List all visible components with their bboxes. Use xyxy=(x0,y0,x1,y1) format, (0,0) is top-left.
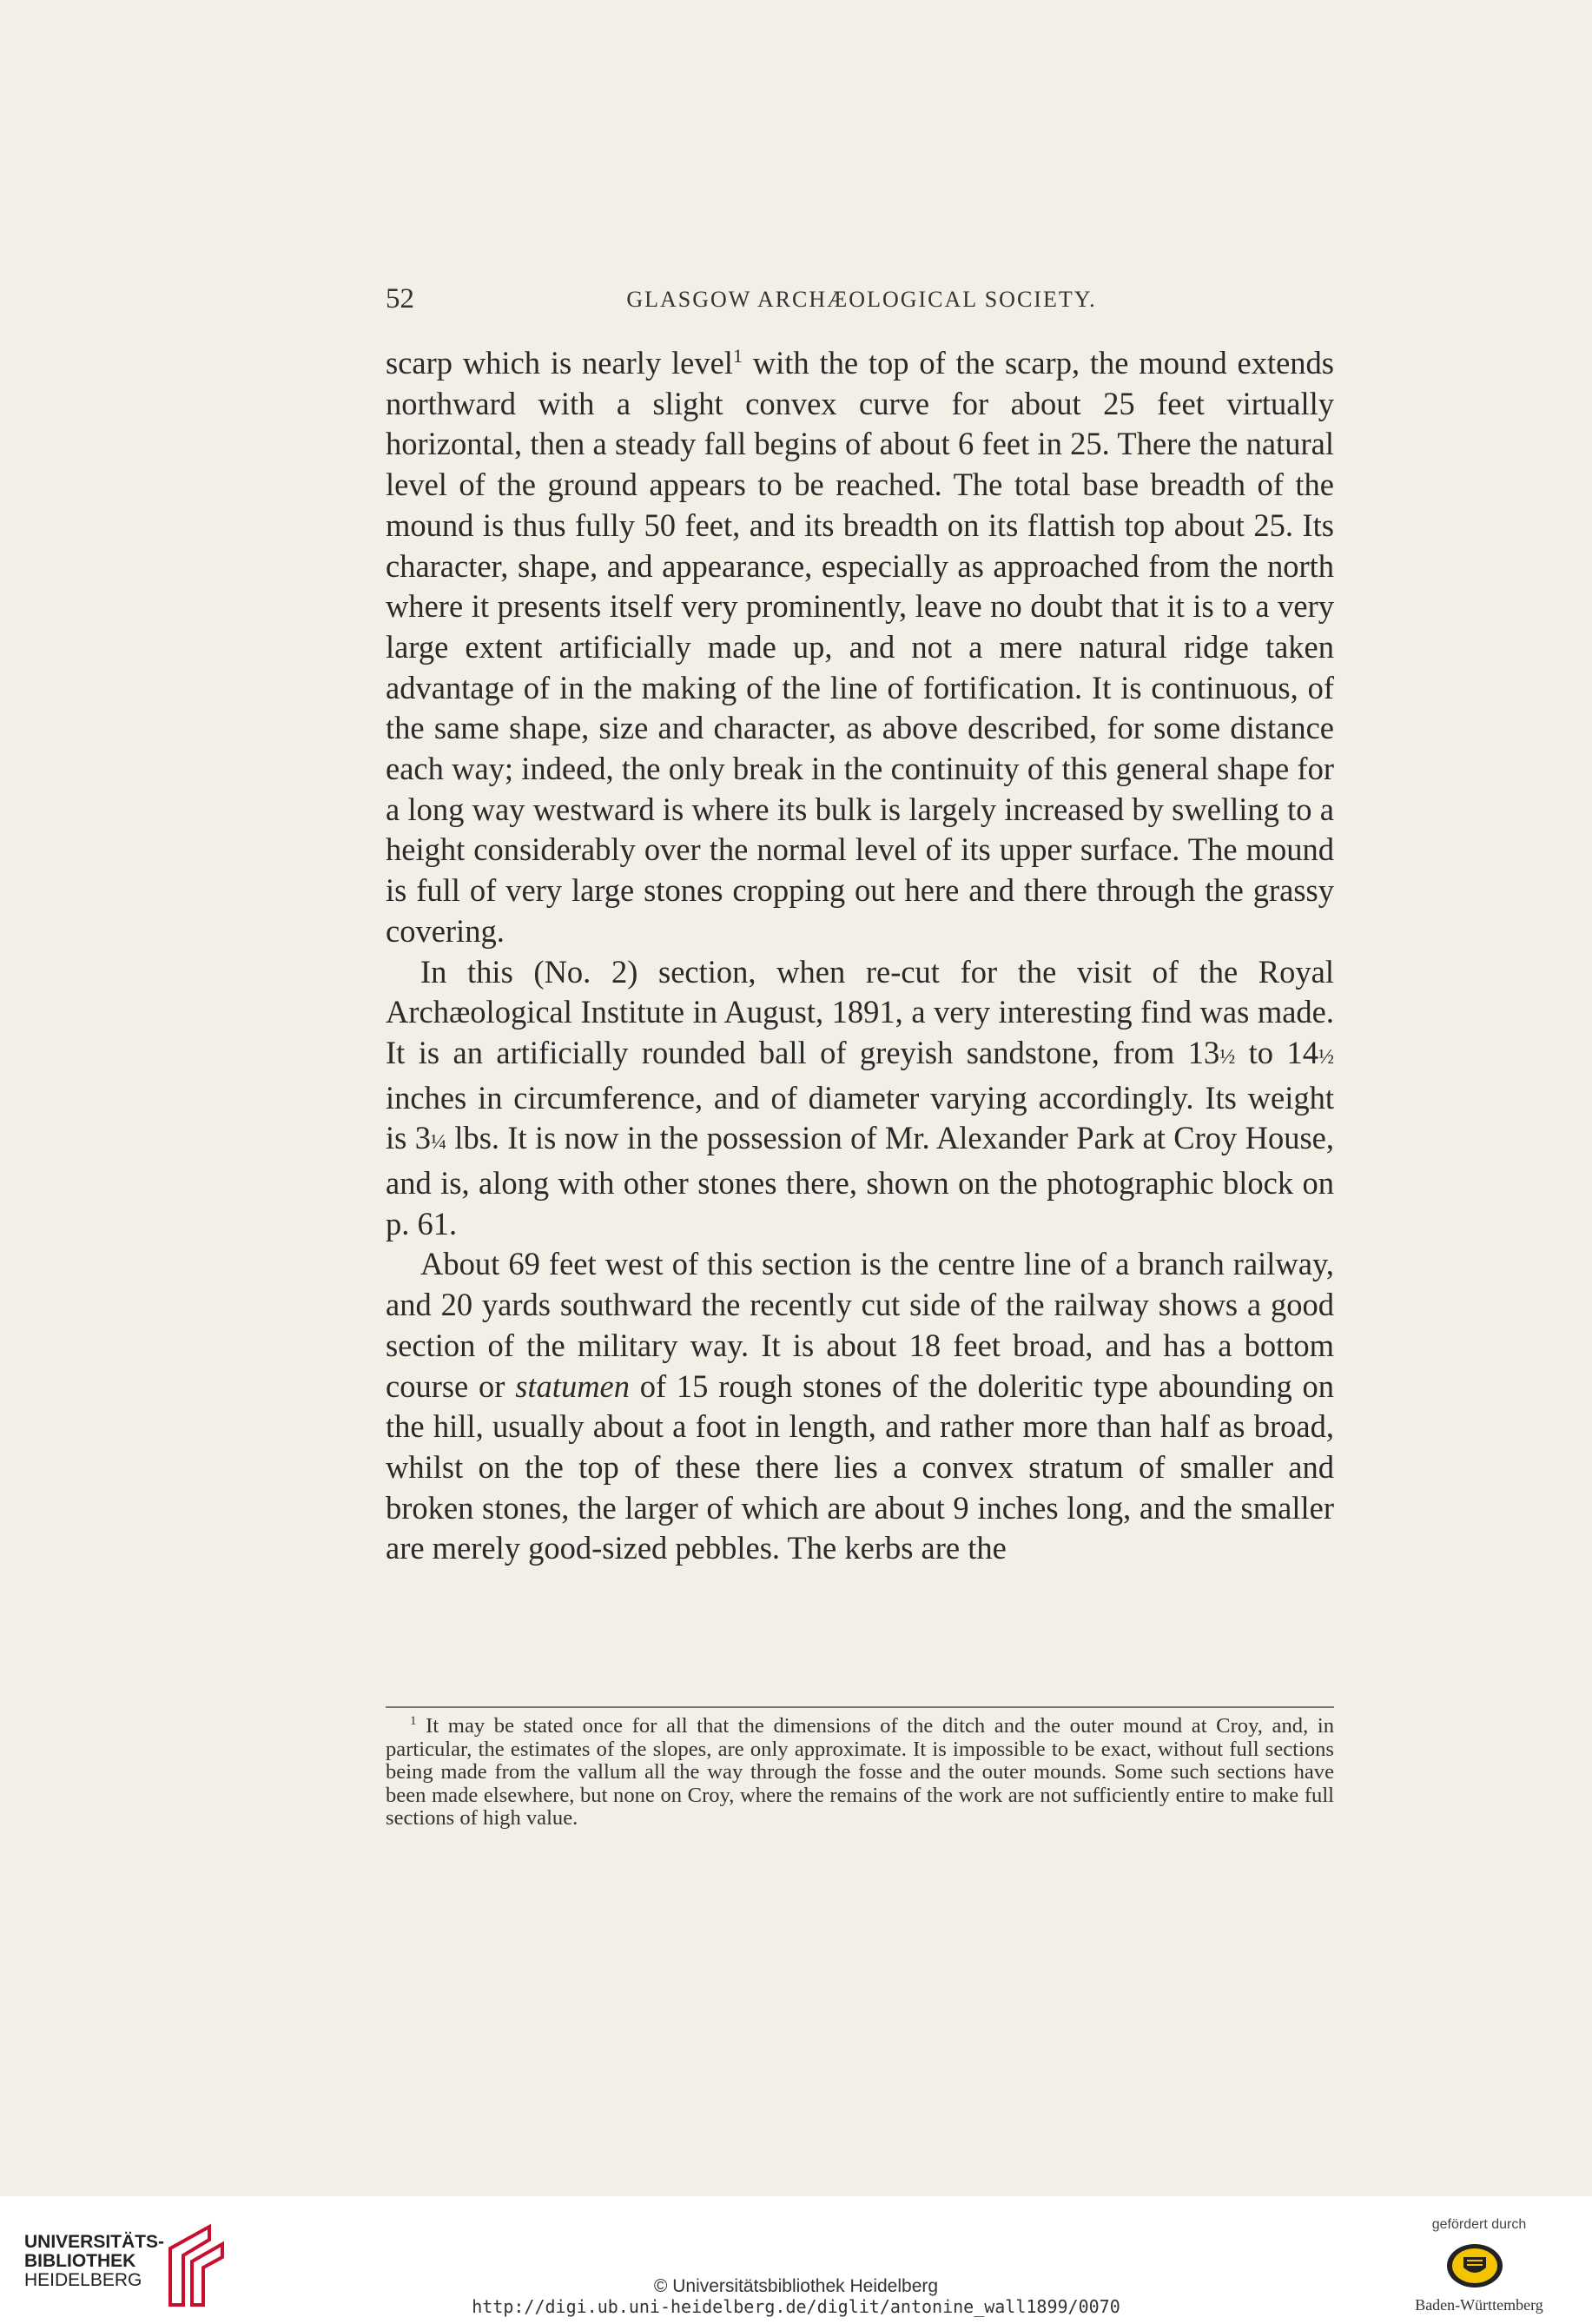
paragraph-1 xyxy=(386,343,1334,952)
baden-wuerttemberg-crest-icon xyxy=(1444,2241,1505,2290)
footnote-marker[interactable]: 1 xyxy=(732,344,743,367)
body-text xyxy=(386,343,1334,1569)
latin-term: statumen xyxy=(515,1367,630,1404)
library-name-line-2: BIBLIOTHEK xyxy=(24,2251,136,2271)
permalink-url[interactable]: http://digi.ub.uni-heidelberg.de/diglit/antonine_wall1899/0070 xyxy=(472,2296,1120,2317)
footnote-number: 1 xyxy=(410,1713,417,1728)
funder-name: Baden-Württemberg xyxy=(1415,2296,1543,2314)
measure-number: 13 xyxy=(1187,1034,1220,1070)
measure-fraction: ½ xyxy=(1318,1045,1334,1069)
paragraph-3-text-b: of 15 rough stones of the doleritic type abounding on the hill, usually about a foot in length, and rather more than half as broad, whilst on the top of these there lies a convex stratum of smaller and broken stones, the larger of which are about 9 inches long, and the smaller are merely good-sized pebbles. The kerbs are the xyxy=(386,1367,1335,1566)
footnote xyxy=(386,1715,1334,1831)
library-name-line-3: HEIDELBERG xyxy=(24,2270,142,2290)
page-number: 52 xyxy=(386,283,414,315)
measure-fraction: ¼ xyxy=(430,1131,446,1155)
footnote-divider xyxy=(386,1706,1334,1708)
running-title: GLASGOW ARCHÆOLOGICAL SOCIETY. xyxy=(626,287,1097,312)
paragraph-3 xyxy=(386,1244,1334,1569)
funded-by-label: gefördert durch xyxy=(1431,2217,1527,2232)
library-name-line-1: UNIVERSITÄTS- xyxy=(24,2232,165,2252)
copyright-notice: © Universitätsbibliothek Heidelberg xyxy=(653,2276,939,2296)
paragraph-1-text-a: scarp which is nearly level xyxy=(386,345,733,381)
measure-fraction: ½ xyxy=(1219,1045,1236,1069)
paragraph-2-text-d: lbs. It is now in the possession of Mr. Alexander Park at Croy House, and is, along with other stones there, shown on the photographic block on p. 61. xyxy=(386,1120,1334,1241)
measure-number: 14 xyxy=(1286,1034,1318,1070)
paragraph-1-text-b: with the top of the scarp, the mound extends northward with a slight convex curve for about 25 feet virtually horizontal, then a steady fall begins of about 6 feet in 25. There the natural level of the ground appears to be reached. The total base breadth of the mound is thus fully 50 feet, and its breadth on its flattish top about 25. Its character, shape, and appearance, especially as approached from the north where it presents itself very prominently, leave no doubt that it is to a very large extent artificially made up, and not a mere natural ridge taken advantage of in the making of the line of fortification. It is continuous, of the same shape, size and character, as above described, for some distance each way; indeed, the only break in the continuity of this general shape for a long way westward is where its bulk is largely increased by swelling to a height considerably over the normal level of its upper surface. The mound is full of very large stones cropping out here and there through the grassy covering. xyxy=(386,345,1335,949)
paragraph-2-text-c: inches in circumference, and of diameter varying accordingly. Its weight is xyxy=(386,1079,1334,1156)
page-header xyxy=(386,283,1338,321)
measure-number: 3 xyxy=(414,1120,431,1156)
paragraph-2-text-a: In this (No. 2) section, when re-cut for the visit of the Royal Archæological Institute in August, 1891, a very interesting find was made. It is an artificially rounded ball of greyish sandstone, from xyxy=(386,953,1334,1070)
paragraph-2-text-b: to xyxy=(1235,1034,1287,1070)
paragraph-2 xyxy=(386,952,1334,1245)
paragraph-3-text-a: About 69 feet west of this section is the centre line of a branch railway, and 20 yards southward the recently cut side of the railway shows a good section of the military way. It is about 18 feet broad, and has a bottom course or xyxy=(386,1246,1334,1404)
footnote-text: It may be stated once for all that the dimensions of the ditch and the outer mound at Croy, and, in particular, the estimates of the slopes, are only approximate. It is impossible to be exact, without full sections being made from the vallum all the way through the fosse and the outer mounds. Some such sections have been made elsewhere, but none on Croy, where the remains of the work are not sufficiently entire to make full sections of high value. xyxy=(386,1714,1334,1830)
